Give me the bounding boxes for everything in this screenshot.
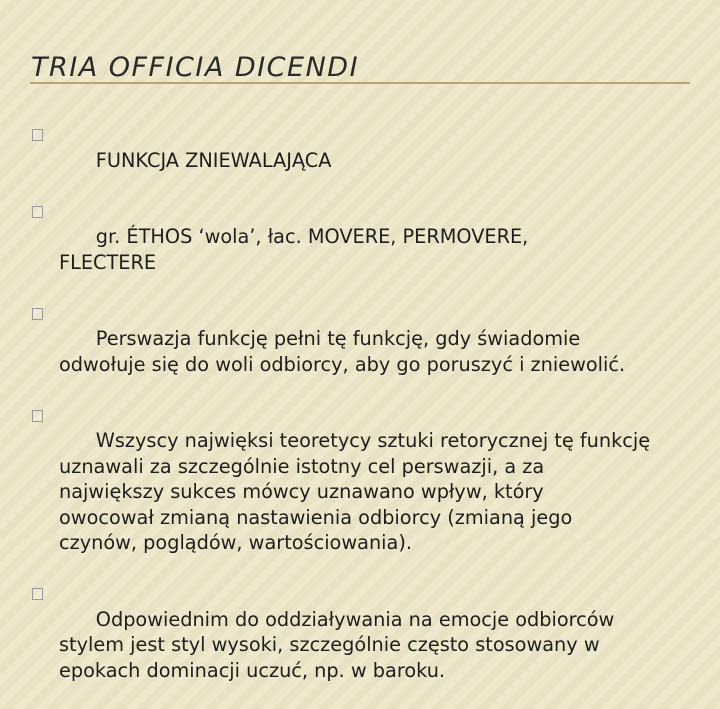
bullet-item	[31, 122, 711, 199]
bullet-list	[31, 122, 711, 709]
bullet-item	[31, 403, 711, 582]
slide-title: TRIA OFFICIA DICENDI	[31, 52, 360, 83]
square-bullet-icon	[32, 206, 43, 218]
bullet-text: Odpowiednim do oddziaływania na emocje odbiorców stylem jest styl wysoki, szczególnie często stosowany w epokach dominacji uczuć, np. w baroku.	[59, 607, 615, 682]
bullet-item	[31, 199, 711, 301]
bullet-text: Wszyscy najwięksi teoretycy sztuki retorycznej tę funkcję uznawali za szczególnie istotny cel perswazji, a za największy sukces mówcy uznawano wpływ, który owocował zmianą nastawienia odbiorcy (zmianą jego czynów, poglądów, wartościowania).	[59, 429, 651, 554]
title-underline	[30, 82, 690, 84]
square-bullet-icon	[32, 129, 43, 141]
square-bullet-icon	[32, 308, 43, 320]
square-bullet-icon	[32, 588, 43, 600]
square-bullet-icon	[32, 410, 43, 422]
bullet-text: gr. ÉTHOS ‘wola’, łac. MOVERE, PERMOVERE, FLECTERE	[59, 225, 529, 274]
bullet-item	[31, 581, 711, 709]
bullet-text: Perswazja funkcję pełni tę funkcję, gdy świadomie odwołuje się do woli odbiorcy, aby go poruszyć i zniewolić.	[59, 327, 626, 376]
bullet-text: FUNKCJA ZNIEWALAJĄCA	[95, 148, 332, 172]
bullet-item	[31, 301, 711, 403]
